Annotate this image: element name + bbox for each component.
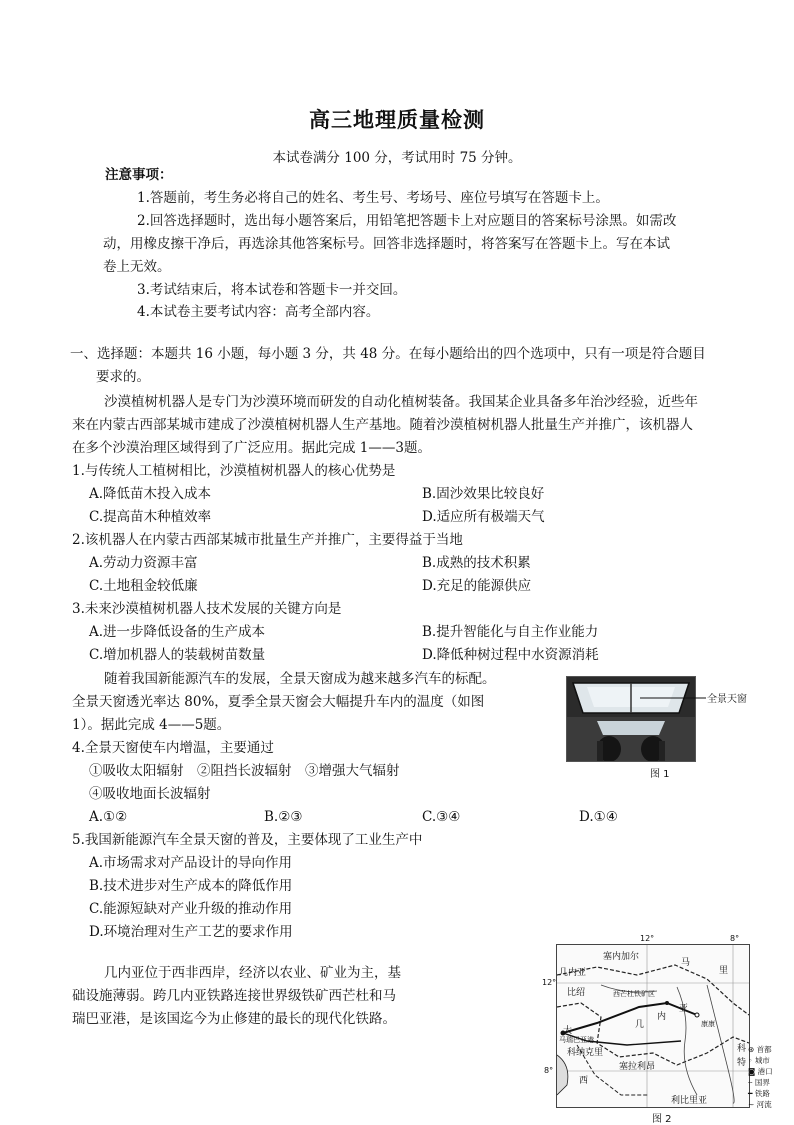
q4-option-b: B.②③ bbox=[264, 809, 303, 825]
passage-line: 瑞巴亚港，是该国迄今为止修建的最长的现代化铁路。 bbox=[72, 1011, 396, 1027]
q1-option-a: A.降低苗木投入成本 bbox=[89, 486, 212, 502]
figure-1-label: 全景天窗 bbox=[707, 694, 747, 705]
q2-option-a: A.劳动力资源丰富 bbox=[89, 555, 198, 571]
q5-option-a: A.市场需求对产品设计的导向作用 bbox=[89, 855, 293, 871]
legend-capital: ⊛ 首都 bbox=[748, 1045, 772, 1054]
map-label-senegal: 塞内加尔 bbox=[603, 952, 640, 962]
map-label-mine: 西芒杜铁矿区 bbox=[613, 990, 655, 998]
map-grid-label: 12° bbox=[640, 934, 655, 943]
q4-items-line: ①吸收太阳辐射 ②阻挡长波辐射 ③增强大气辐射 bbox=[89, 763, 400, 779]
q4-items-line: ④吸收地面长波辐射 bbox=[89, 786, 211, 802]
figure-1-caption: 图 1 bbox=[650, 769, 670, 780]
passage-line: 来在内蒙古西部某城市建成了沙漠植树机器人生产基地。随着沙漠植树机器人批量生产并推广，该机器人 bbox=[72, 417, 693, 433]
passage-line: 1）。据此完成 4——5题。 bbox=[72, 717, 231, 733]
question-1-stem: 1.与传统人工植树相比，沙漠植树机器人的核心优势是 bbox=[72, 463, 396, 479]
question-2-stem: 2.该机器人在内蒙古西部某城市批量生产并推广，主要得益于当地 bbox=[72, 532, 463, 548]
map-label-ivory-coast-2: 特 bbox=[737, 1058, 747, 1068]
page-title: 高三地理质量检测 bbox=[309, 107, 485, 132]
map-label-sierra-leone: 塞拉利昂 bbox=[619, 1062, 656, 1072]
passage-line: 随着我国新能源汽车的发展，全景天窗成为越来越多汽车的标配。 bbox=[104, 671, 496, 687]
sunroof-photo bbox=[566, 676, 696, 762]
note-line: 4.本试卷主要考试内容：高考全部内容。 bbox=[137, 304, 380, 320]
map-label-liberia: 利比里亚 bbox=[671, 1096, 708, 1106]
q1-option-b: B.固沙效果比较良好 bbox=[422, 486, 545, 502]
map-label-port: 马瑞巴亚港 bbox=[559, 1036, 594, 1044]
q1-option-d: D.适应所有极端天气 bbox=[422, 509, 545, 525]
q2-option-c: C.土地租金较低廉 bbox=[89, 578, 198, 594]
q2-option-d: D.充足的能源供应 bbox=[422, 578, 532, 594]
map-label-guinea-3: 亚 bbox=[679, 1004, 689, 1014]
page-subtitle: 本试卷满分 100 分，考试用时 75 分钟。 bbox=[272, 150, 522, 166]
notes-heading: 注意事项： bbox=[105, 167, 173, 183]
passage-line: 在多个沙漠治理区域得到了广泛应用。据此完成 1——3题。 bbox=[72, 440, 431, 456]
passage-line: 沙漠植树机器人是专门为沙漠环境而研发的自动化植树装备。我国某企业具备多年治沙经验，近些年 bbox=[104, 394, 698, 410]
figure-1-pointer bbox=[640, 694, 708, 702]
passage-line: 几内亚位于西非西岸，经济以农业、矿业为主，基 bbox=[104, 965, 401, 981]
guinea-map bbox=[556, 944, 750, 1108]
map-legend bbox=[748, 1044, 773, 1110]
passage-line: 全景天窗透光率达 80%，夏季全景天窗会大幅提升车内的温度（如图 bbox=[72, 694, 485, 710]
question-3-stem: 3.未来沙漠植树机器人技术发展的关键方向是 bbox=[72, 601, 342, 617]
section-heading: 一、选择题：本题共 16 小题，每小题 3 分，共 48 分。在每小题给出的四个选项中，只有一项是符合题目 bbox=[70, 346, 706, 362]
legend-border: ┄ 国界 bbox=[748, 1078, 770, 1087]
map-label-atlantic-2: 西 bbox=[579, 1076, 589, 1086]
legend-railway: ━ 铁路 bbox=[748, 1089, 770, 1098]
q1-option-c: C.提高苗木种植效率 bbox=[89, 509, 212, 525]
map-label-guinea-bissau: 几内亚 bbox=[559, 968, 587, 978]
legend-port: ◙ 港口 bbox=[748, 1067, 773, 1076]
map-label-conakry: 科纳克里 bbox=[567, 1048, 604, 1058]
note-line: 1.答题前，考生务必将自己的姓名、考生号、考场号、座位号填写在答题卡上。 bbox=[137, 190, 609, 206]
map-grid-label: 8° bbox=[544, 1066, 554, 1075]
map-label-atlantic-1: 大 bbox=[563, 1026, 573, 1036]
q5-option-c: C.能源短缺对产业升级的推动作用 bbox=[89, 901, 293, 917]
map-label-ivory-coast-1: 科 bbox=[737, 1044, 747, 1054]
legend-river: ∼ 河流 bbox=[748, 1100, 772, 1109]
q3-option-b: B.提升智能化与自主作业能力 bbox=[422, 624, 599, 640]
map-label-guinea-1: 几 bbox=[635, 1020, 645, 1030]
map-label-bissau: 比绍 bbox=[567, 988, 586, 998]
passage-line: 础设施薄弱。跨几内亚铁路连接世界级铁矿西芒杜和马 bbox=[72, 988, 396, 1004]
q3-option-c: C.增加机器人的装载树苗数量 bbox=[89, 647, 266, 663]
figure-2-caption: 图 2 bbox=[652, 1114, 672, 1125]
q5-option-b: B.技术进步对生产成本的降低作用 bbox=[89, 878, 293, 894]
q4-option-c: C.③④ bbox=[422, 809, 461, 825]
q2-option-b: B.成熟的技术积累 bbox=[422, 555, 531, 571]
q3-option-a: A.进一步降低设备的生产成本 bbox=[89, 624, 266, 640]
q3-option-d: D.降低种树过程中水资源消耗 bbox=[422, 647, 599, 663]
q4-option-d: D.①④ bbox=[579, 809, 618, 825]
q5-option-d: D.环境治理对生产工艺的要求作用 bbox=[89, 924, 293, 940]
map-label-mali-1: 马 bbox=[681, 958, 691, 968]
map-grid-label: 12° bbox=[542, 978, 557, 987]
question-4-stem: 4.全景天窗使车内增温，主要通过 bbox=[72, 740, 274, 756]
map-label-mali-2: 里 bbox=[719, 966, 729, 976]
note-line: 卷上无效。 bbox=[103, 259, 171, 275]
q4-option-a: A.①② bbox=[89, 809, 128, 825]
question-5-stem: 5.我国新能源汽车全景天窗的普及，主要体现了工业生产中 bbox=[72, 832, 423, 848]
note-line: 2.回答选择题时，选出每小题答案后，用铅笔把答题卡上对应题目的答案标号涂黑。如需改 bbox=[137, 213, 677, 229]
sunroof-photo-drawing bbox=[567, 677, 695, 761]
note-line: 3.考试结束后，将本试卷和答题卡一并交回。 bbox=[137, 282, 407, 298]
legend-city: ◦ 城市 bbox=[748, 1056, 770, 1065]
note-line: 动，用橡皮擦干净后，再选涂其他答案标号。回答非选择题时，将答案写在答题卡上。写在本试 bbox=[103, 236, 670, 252]
map-label-kankan: 康康 bbox=[701, 1020, 715, 1028]
map-label-guinea-2: 内 bbox=[657, 1012, 667, 1022]
map-grid-label: 8° bbox=[730, 934, 740, 943]
section-heading-cont: 要求的。 bbox=[96, 369, 150, 385]
